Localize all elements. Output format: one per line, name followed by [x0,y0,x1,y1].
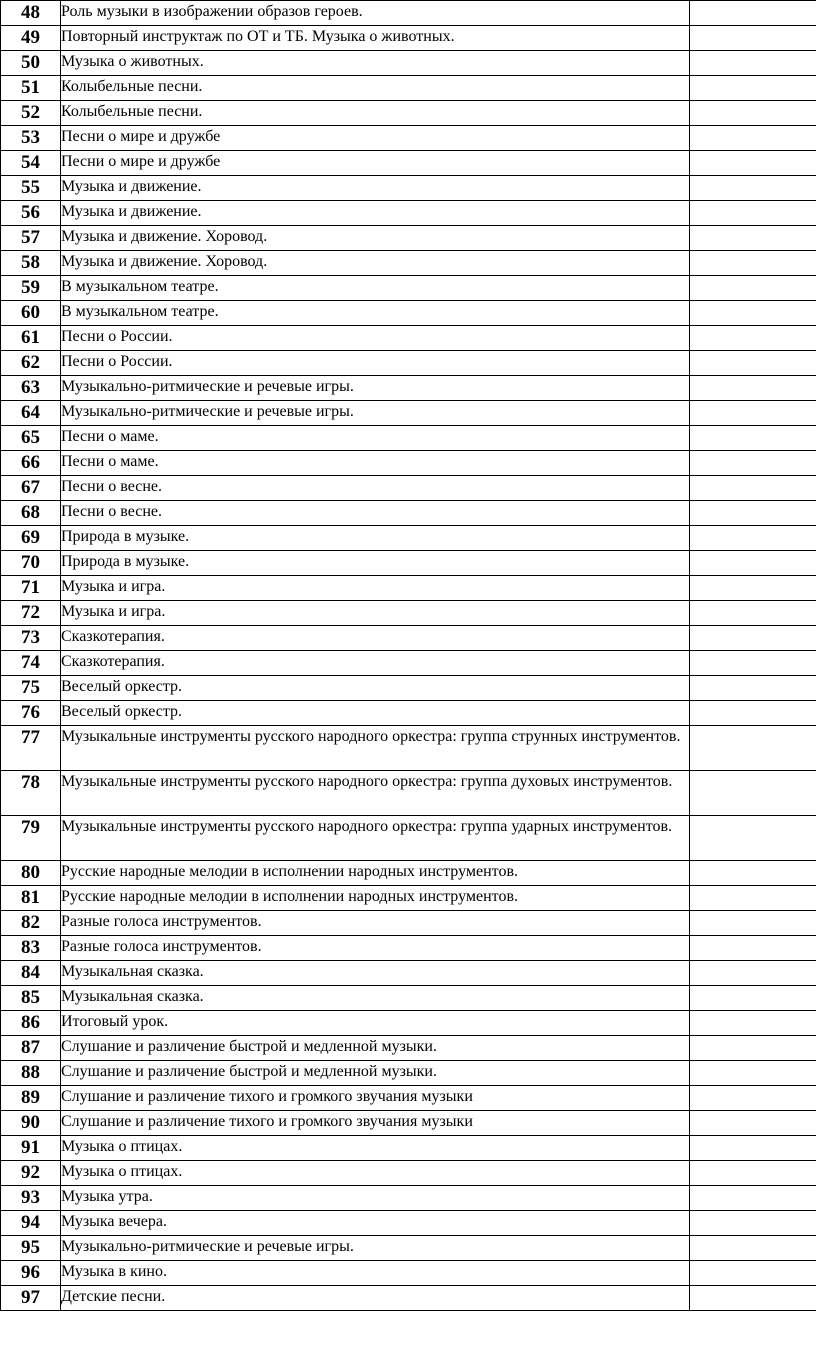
table-row [1,601,816,626]
table-row [1,426,816,451]
lesson-extra-cell [690,726,816,771]
lesson-topic: Музыка вечера. [61,1211,690,1236]
lesson-topic: Музыкальная сказка. [61,961,690,986]
lesson-extra-cell [690,986,816,1011]
lesson-topic: Музыка и движение. Хоровод. [61,251,690,276]
lesson-number: 49 [1,26,61,51]
lesson-topic: Музыкально-ритмические и речевые игры. [61,1236,690,1261]
table-row [1,276,816,301]
lesson-extra-cell [690,151,816,176]
lesson-number: 91 [1,1136,61,1161]
lesson-extra-cell [690,1161,816,1186]
lesson-number: 51 [1,76,61,101]
lesson-number: 72 [1,601,61,626]
lesson-topic: В музыкальном театре. [61,301,690,326]
lesson-extra-cell [690,26,816,51]
lesson-extra-cell [690,1286,816,1311]
table-row [1,701,816,726]
lesson-topic: Музыкально-ритмические и речевые игры. [61,376,690,401]
lesson-number: 89 [1,1086,61,1111]
lesson-number: 83 [1,936,61,961]
lesson-topic: Музыка утра. [61,1186,690,1211]
lesson-extra-cell [690,936,816,961]
lesson-topic: Песни о весне. [61,501,690,526]
table-row [1,726,816,771]
lesson-number: 90 [1,1111,61,1136]
lesson-extra-cell [690,201,816,226]
lesson-extra-cell [690,576,816,601]
table-row [1,126,816,151]
lesson-extra-cell [690,101,816,126]
lesson-number: 97 [1,1286,61,1311]
lesson-number: 69 [1,526,61,551]
table-row [1,451,816,476]
lesson-topic: В музыкальном театре. [61,276,690,301]
table-row [1,201,816,226]
table-row [1,576,816,601]
table-row [1,251,816,276]
lesson-extra-cell [690,276,816,301]
lesson-extra-cell [690,1186,816,1211]
lesson-extra-cell [690,701,816,726]
table-row [1,1286,816,1311]
lesson-extra-cell [690,861,816,886]
lesson-extra-cell [690,526,816,551]
lesson-topic: Музыкально-ритмические и речевые игры. [61,401,690,426]
lesson-topic: Русские народные мелодии в исполнении народных инструментов. [61,886,690,911]
lesson-extra-cell [690,1036,816,1061]
lesson-extra-cell [690,501,816,526]
lesson-extra-cell [690,326,816,351]
lesson-number: 84 [1,961,61,986]
lesson-extra-cell [690,551,816,576]
lesson-topic: Слушание и различение быстрой и медленной музыки. [61,1036,690,1061]
table-row [1,1136,816,1161]
lesson-extra-cell [690,476,816,501]
lesson-number: 66 [1,451,61,476]
table-row [1,551,816,576]
table-row [1,1086,816,1111]
lesson-extra-cell [690,1011,816,1036]
lesson-topic: Веселый оркестр. [61,701,690,726]
lesson-extra-cell [690,1061,816,1086]
table-row [1,886,816,911]
lesson-extra-cell [690,1,816,26]
table-row [1,326,816,351]
lesson-number: 88 [1,1061,61,1086]
lesson-topic: Музыкальная сказка. [61,986,690,1011]
lesson-topic: Сказкотерапия. [61,626,690,651]
lesson-topic: Слушание и различение тихого и громкого звучания музыки [61,1111,690,1136]
table-row [1,351,816,376]
lesson-topic: Музыкальные инструменты русского народного оркестра: группа ударных инструментов. [61,816,690,861]
lesson-extra-cell [690,771,816,816]
lesson-number: 85 [1,986,61,1011]
lesson-topic: Слушание и различение быстрой и медленной музыки. [61,1061,690,1086]
table-row [1,936,816,961]
lesson-topic: Детские песни. [61,1286,690,1311]
lesson-topic: Песни о маме. [61,426,690,451]
lesson-number: 62 [1,351,61,376]
table-row [1,626,816,651]
lesson-extra-cell [690,1111,816,1136]
table-row [1,526,816,551]
table-row [1,51,816,76]
lesson-number: 74 [1,651,61,676]
lesson-extra-cell [690,1136,816,1161]
lesson-topic: Песни о весне. [61,476,690,501]
lesson-number: 61 [1,326,61,351]
lesson-topic: Природа в музыке. [61,526,690,551]
table-row [1,101,816,126]
lesson-extra-cell [690,1236,816,1261]
lesson-number: 94 [1,1211,61,1236]
lesson-topic: Песни о маме. [61,451,690,476]
lesson-number: 81 [1,886,61,911]
table-row [1,501,816,526]
lesson-number: 50 [1,51,61,76]
lesson-number: 77 [1,726,61,771]
lesson-extra-cell [690,961,816,986]
lesson-extra-cell [690,426,816,451]
lesson-extra-cell [690,301,816,326]
lesson-topic: Музыка и игра. [61,601,690,626]
lesson-number: 70 [1,551,61,576]
lesson-extra-cell [690,1086,816,1111]
table-row [1,771,816,816]
table-row [1,816,816,861]
lesson-number: 86 [1,1011,61,1036]
lesson-number: 65 [1,426,61,451]
lesson-number: 80 [1,861,61,886]
lesson-number: 75 [1,676,61,701]
lesson-topic: Разные голоса инструментов. [61,911,690,936]
table-row [1,1111,816,1136]
table-row [1,961,816,986]
lesson-topic: Музыка и игра. [61,576,690,601]
lesson-topic: Песни о мире и дружбе [61,151,690,176]
table-row [1,911,816,936]
lesson-topic: Песни о России. [61,351,690,376]
lesson-number: 53 [1,126,61,151]
lesson-topic: Слушание и различение тихого и громкого звучания музыки [61,1086,690,1111]
lesson-topic: Песни о России. [61,326,690,351]
table-row [1,151,816,176]
lesson-number: 56 [1,201,61,226]
lesson-extra-cell [690,176,816,201]
table-row [1,301,816,326]
lesson-topic: Колыбельные песни. [61,101,690,126]
lesson-extra-cell [690,1261,816,1286]
table-row [1,26,816,51]
lesson-topic: Музыка и движение. Хоровод. [61,226,690,251]
lesson-topic: Сказкотерапия. [61,651,690,676]
lesson-number: 68 [1,501,61,526]
lesson-topic: Музыка и движение. [61,201,690,226]
lesson-number: 78 [1,771,61,816]
lesson-topic: Роль музыки в изображении образов героев. [61,1,690,26]
lesson-topic: Повторный инструктаж по ОТ и ТБ. Музыка о животных. [61,26,690,51]
lesson-extra-cell [690,126,816,151]
table-row [1,676,816,701]
lesson-number: 60 [1,301,61,326]
lesson-number: 76 [1,701,61,726]
lesson-number: 79 [1,816,61,861]
lesson-extra-cell [690,376,816,401]
lesson-extra-cell [690,911,816,936]
table-row [1,176,816,201]
table-row [1,226,816,251]
lesson-extra-cell [690,651,816,676]
table-row [1,1261,816,1286]
lesson-topic: Музыкальные инструменты русского народного оркестра: группа духовых инструментов. [61,771,690,816]
lesson-topic: Русские народные мелодии в исполнении народных инструментов. [61,861,690,886]
lesson-number: 71 [1,576,61,601]
lesson-extra-cell [690,626,816,651]
lesson-number: 52 [1,101,61,126]
lesson-extra-cell [690,601,816,626]
lesson-topic: Музыка о птицах. [61,1136,690,1161]
table-row [1,1036,816,1061]
lesson-extra-cell [690,351,816,376]
lesson-extra-cell [690,1211,816,1236]
lesson-number: 54 [1,151,61,176]
lesson-topic: Музыка в кино. [61,1261,690,1286]
lesson-number: 55 [1,176,61,201]
lesson-extra-cell [690,401,816,426]
lesson-number: 95 [1,1236,61,1261]
lesson-number: 57 [1,226,61,251]
lesson-extra-cell [690,76,816,101]
table-row [1,76,816,101]
lesson-topic: Разные голоса инструментов. [61,936,690,961]
table-row [1,1161,816,1186]
lesson-topic: Веселый оркестр. [61,676,690,701]
table-row [1,401,816,426]
table-row [1,1011,816,1036]
lesson-extra-cell [690,51,816,76]
table-row [1,1236,816,1261]
lesson-extra-cell [690,676,816,701]
lesson-topic: Музыка о птицах. [61,1161,690,1186]
lesson-extra-cell [690,251,816,276]
lesson-number: 87 [1,1036,61,1061]
lesson-number: 64 [1,401,61,426]
lesson-topic: Музыка о животных. [61,51,690,76]
table-row [1,476,816,501]
table-row [1,1186,816,1211]
lesson-number: 58 [1,251,61,276]
table-row [1,1061,816,1086]
lesson-extra-cell [690,226,816,251]
lesson-extra-cell [690,451,816,476]
table-row [1,1,816,26]
lesson-number: 96 [1,1261,61,1286]
lesson-topic: Песни о мире и дружбе [61,126,690,151]
lesson-topic: Итоговый урок. [61,1011,690,1036]
lesson-number: 67 [1,476,61,501]
lesson-topic: Музыка и движение. [61,176,690,201]
lesson-number: 93 [1,1186,61,1211]
table-row [1,376,816,401]
lesson-extra-cell [690,816,816,861]
lesson-number: 73 [1,626,61,651]
lesson-topic: Природа в музыке. [61,551,690,576]
lesson-number: 59 [1,276,61,301]
lesson-topic: Музыкальные инструменты русского народного оркестра: группа струнных инструментов. [61,726,690,771]
lesson-number: 92 [1,1161,61,1186]
table-row [1,986,816,1011]
table-row [1,1211,816,1236]
lesson-number: 82 [1,911,61,936]
table-row [1,651,816,676]
lesson-table-body [1,1,816,1311]
lesson-number: 48 [1,1,61,26]
lesson-extra-cell [690,886,816,911]
lesson-number: 63 [1,376,61,401]
lesson-topic: Колыбельные песни. [61,76,690,101]
table-row [1,861,816,886]
